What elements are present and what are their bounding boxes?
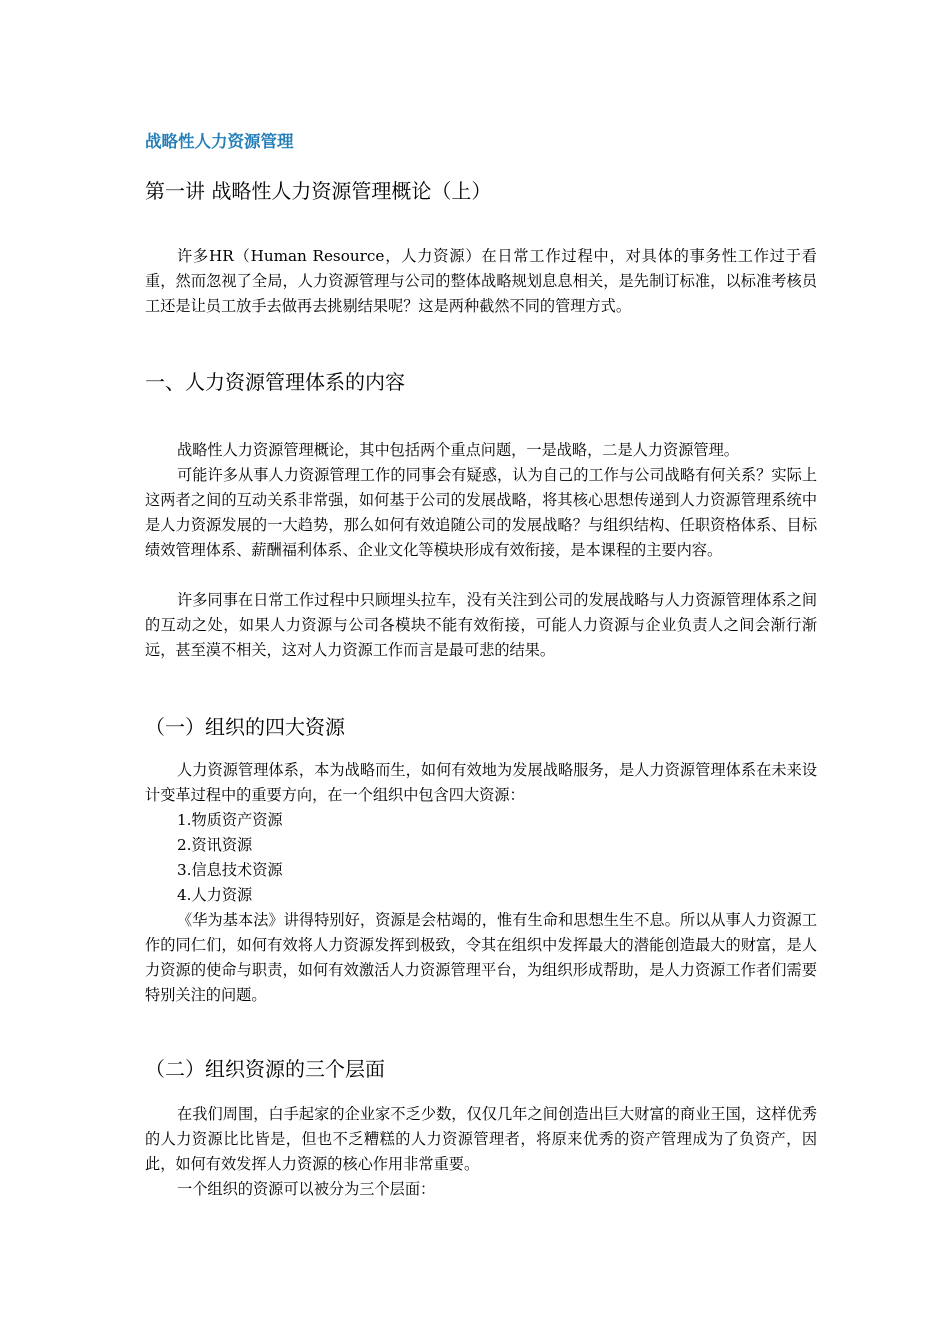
subsection1-closing: 《华为基本法》讲得特别好，资源是会枯竭的，惟有生命和思想生生不息。所以从事人力资源工作的同仁们，如何有效将人力资源发挥到极致，令其在组织中发挥最大的潜能创造最大的财富，是人力资源的使命与职责，如何有效激活人力资源管理平台，为组织形成帮助，是人力资源工作者们需要特别关注的问题。: [145, 911, 817, 1004]
list-item: 1.物质资产资源: [177, 811, 283, 829]
section1-paragraph-2: 可能许多从事人力资源管理工作的同事会有疑惑，认为自己的工作与公司战略有何关系？实际上这两者之间的互动关系非常强，如何基于公司的发展战略，将其核心思想传递到人力资源管理系统中是人力资源发展的一大趋势，那么如何有效追随公司的发展战略？与组织结构、任职资格体系、目标绩效管理体系、薪酬福利体系、企业文化等模块形成有效衔接，是本课程的主要内容。: [145, 466, 817, 559]
section-heading: 一、人力资源管理体系的内容: [145, 370, 405, 394]
list-item: 2.资讯资源: [177, 836, 253, 854]
list-item: 4.人力资源: [177, 886, 253, 904]
lecture-title: 第一讲 战略性人力资源管理概论（上）: [145, 179, 492, 203]
list-item: 3.信息技术资源: [177, 861, 283, 879]
subsection2-paragraph-2: 一个组织的资源可以被分为三个层面：: [177, 1180, 436, 1198]
subsection2-paragraph-1: 在我们周围，白手起家的企业家不乏少数，仅仅几年之间创造出巨大财富的商业王国，这样优秀的人力资源比比皆是，但也不乏糟糕的人力资源管理者，将原来优秀的资产管理成为了负资产，因此，如何有效发挥人力资源的核心作用非常重要。: [145, 1105, 817, 1173]
section1-paragraph-3: 许多同事在日常工作过程中只顾埋头拉车，没有关注到公司的发展战略与人力资源管理体系之间的互动之处，如果人力资源与公司各模块不能有效衔接，可能人力资源与企业负责人之间会渐行渐远，甚至漠不相关，这对人力资源工作而言是最可悲的结果。: [145, 591, 817, 659]
subsection1-intro: 人力资源管理体系，本为战略而生，如何有效地为发展战略服务，是人力资源管理体系在未来设计变革过程中的重要方向，在一个组织中包含四大资源：: [145, 761, 817, 804]
subsection-heading-resources: （一）组织的四大资源: [145, 715, 345, 739]
document-title: 战略性人力资源管理: [145, 132, 294, 151]
subsection-heading-levels: （二）组织资源的三个层面: [145, 1057, 385, 1081]
intro-paragraph: 许多HR（Human Resource，人力资源）在日常工作过程中，对具体的事务性工作过于看重，然而忽视了全局，人力资源管理与公司的整体战略规划息息相关，是先制订标准，以标准考核员工还是让员工放手去做再去挑剔结果呢？这是两种截然不同的管理方式。: [145, 247, 817, 315]
section1-paragraph-1: 战略性人力资源管理概论，其中包括两个重点问题，一是战略，二是人力资源管理。: [177, 441, 739, 459]
